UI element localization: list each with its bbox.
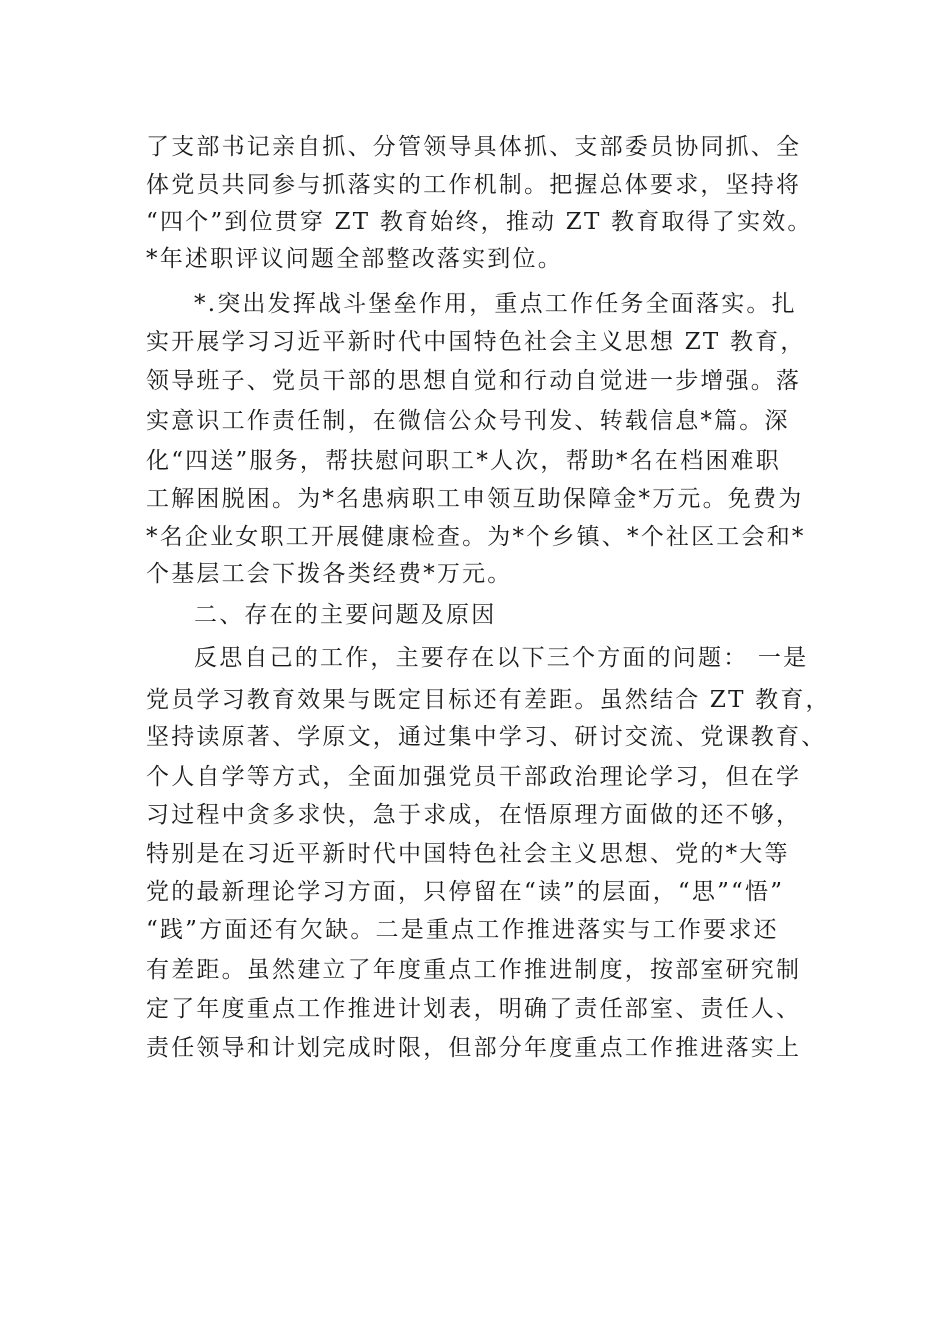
text-line: 党的最新理论学习方面，只停留在“读”的层面，“思”“悟”	[146, 879, 785, 905]
paragraph-start-line: *.突出发挥战斗堡垒作用，重点工作任务全面落实。扎	[194, 291, 797, 317]
text-line: 责任领导和计划完成时限，但部分年度重点工作推进落实上	[146, 1035, 802, 1061]
text-line: *名企业女职工开展健康检查。为*个乡镇、*个社区工会和*	[146, 524, 806, 550]
text-line: “践”方面还有欠缺。二是重点工作推进落实与工作要求还	[146, 917, 779, 943]
text-line: 个基层工会下拨各类经费*万元。	[146, 561, 513, 587]
text-line: 化“四送”服务，帮扶慰问职工*人次，帮助*名在档困难职	[146, 448, 781, 474]
text-line: 实意识工作责任制，在微信公众号刊发、转载信息*篇。深	[146, 408, 790, 434]
text-line: 特别是在习近平新时代中国特色社会主义思想、党的*大等	[146, 841, 790, 867]
text-line: “四个”到位贯穿 ZT 教育始终，推动 ZT 教育取得了实效。	[146, 209, 813, 235]
text-line: 实开展学习习近平新时代中国特色社会主义思想 ZT 教育，	[146, 329, 806, 355]
text-line: 习过程中贪多求快，急于求成，在悟原理方面做的还不够，	[146, 802, 802, 828]
text-line: 工解困脱困。为*名患病职工申领互助保障金*万元。免费为	[146, 486, 804, 512]
text-line: 坚持读原著、学原文，通过集中学习、研讨交流、党课教育、	[146, 724, 827, 750]
text-line: 定了年度重点工作推进计划表，明确了责任部室、责任人、	[146, 996, 802, 1022]
text-line: 了支部书记亲自抓、分管领导具体抓、支部委员协同抓、全	[146, 134, 802, 160]
paragraph-start-line: 反思自己的工作，主要存在以下三个方面的问题： 一是	[194, 645, 809, 671]
text-line: 领导班子、党员干部的思想自觉和行动自觉进一步增强。落	[146, 368, 802, 394]
text-line: *年述职评议问题全部整改落实到位。	[146, 246, 563, 272]
section-heading: 二、存在的主要问题及原因	[194, 602, 497, 628]
text-line: 个人自学等方式，全面加强党员干部政治理论学习，但在学	[146, 764, 802, 790]
text-line: 党员学习教育效果与既定目标还有差距。虽然结合 ZT 教育，	[146, 687, 831, 713]
text-line: 有差距。虽然建立了年度重点工作推进制度，按部室研究制	[146, 957, 802, 983]
text-line: 体党员共同参与抓落实的工作机制。把握总体要求，坚持将	[146, 172, 802, 198]
